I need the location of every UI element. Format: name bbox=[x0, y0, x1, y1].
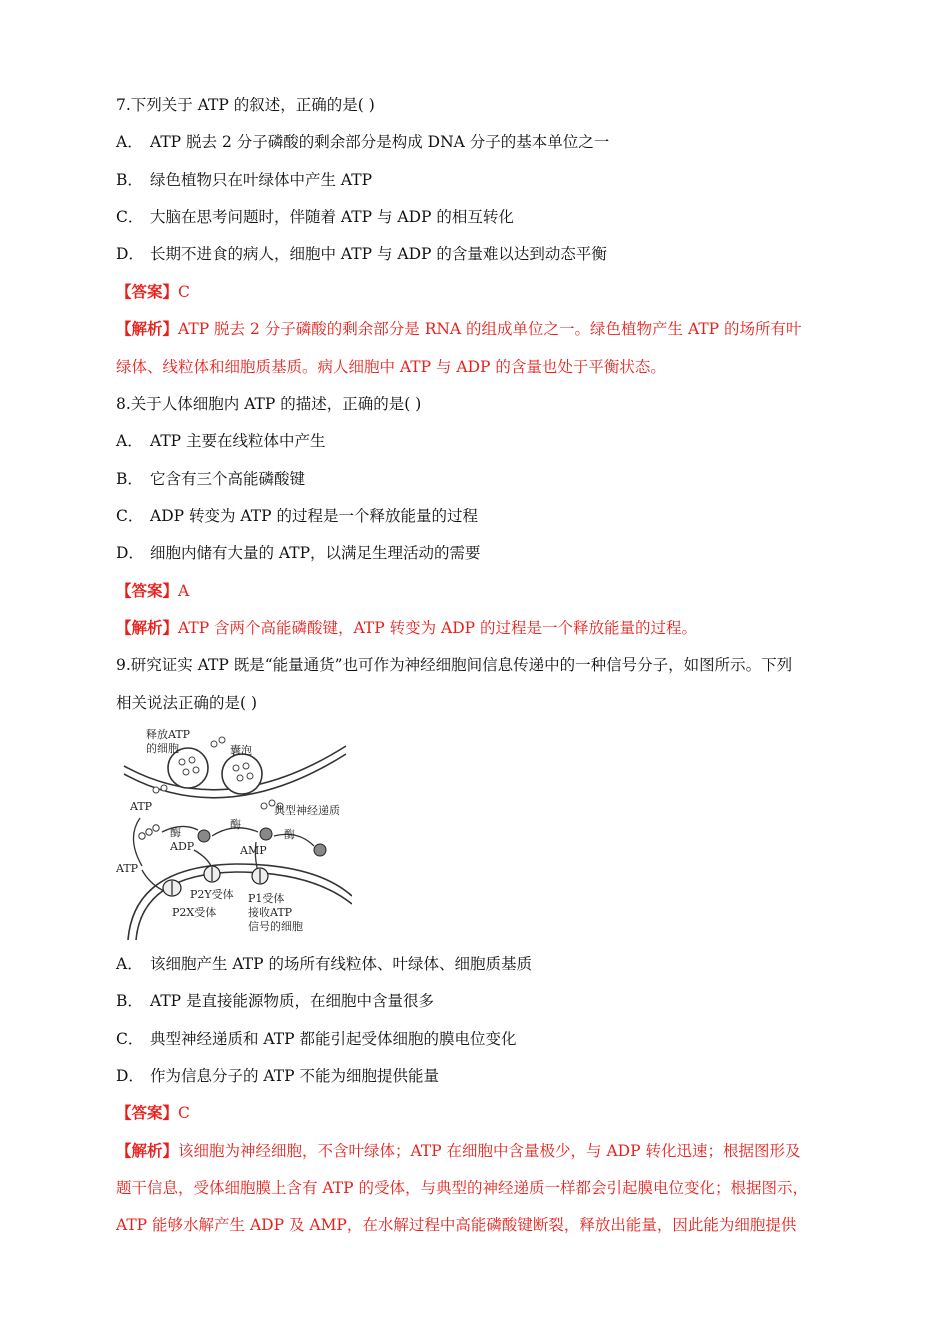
q7-option-b bbox=[116, 170, 372, 190]
label-amp: AMP bbox=[240, 844, 267, 857]
analysis-text: ATP 脱去 2 分子磷酸的剩余部分是 RNA 的组成单位之一。绿色植物产生 ATP 的场所有叶 bbox=[178, 320, 802, 338]
q9-option-d bbox=[116, 1066, 439, 1086]
q7-option-d bbox=[116, 244, 607, 264]
analysis-label: 【解析】 bbox=[116, 1141, 179, 1160]
q7-answer bbox=[116, 282, 190, 302]
analysis-label: 【解析】 bbox=[116, 618, 179, 637]
q8-stem: 8.关于人体细胞内 ATP 的描述，正确的是( ) bbox=[116, 395, 422, 413]
atp-signaling-diagram bbox=[116, 726, 352, 940]
label-atp-left: ATP bbox=[116, 862, 139, 875]
option-letter: A． bbox=[116, 133, 143, 151]
option-text: 大脑在思考问题时，伴随着 ATP 与 ADP 的相互转化 bbox=[150, 208, 514, 226]
option-letter: A． bbox=[116, 432, 143, 450]
answer-value: C bbox=[178, 1104, 190, 1122]
q9-option-b bbox=[116, 991, 434, 1011]
option-letter: D． bbox=[116, 1067, 144, 1085]
q7-analysis-line-2: 绿体、线粒体和细胞质基质。病人细胞中 ATP 与 ADP 的含量也处于平衡状态。 bbox=[116, 358, 666, 376]
option-text: 该细胞产生 ATP 的场所有线粒体、叶绿体、细胞质基质 bbox=[150, 955, 532, 973]
label-enzyme-3: 酶 bbox=[284, 828, 295, 841]
analysis-text: 该细胞为神经细胞，不含叶绿体；ATP 在细胞中含量极少，与 ADP 转化迅速；根据图形及 bbox=[178, 1142, 801, 1160]
option-text: 细胞内储有大量的 ATP，以满足生理活动的需要 bbox=[150, 544, 481, 562]
answer-label: 【答案】 bbox=[116, 1103, 179, 1122]
receiving-cell-membrane-outer bbox=[128, 864, 352, 940]
label-adp: ADP bbox=[170, 840, 195, 853]
vesicle-right bbox=[222, 754, 262, 794]
option-letter: C． bbox=[116, 1030, 144, 1048]
q7-option-c bbox=[116, 207, 514, 227]
option-letter: B． bbox=[116, 171, 143, 189]
label-p1-2: 接收ATP bbox=[248, 906, 293, 919]
label-release-cell-2: 的细胞 bbox=[146, 742, 179, 755]
option-text: ATP 是直接能源物质，在细胞中含量很多 bbox=[150, 992, 435, 1010]
q7-option-a bbox=[116, 132, 609, 152]
option-text: ADP 转变为 ATP 的过程是一个释放能量的过程 bbox=[150, 507, 478, 525]
q8-option-a bbox=[116, 431, 326, 451]
arrow-atp-down bbox=[133, 818, 142, 866]
label-p2x: P2X受体 bbox=[172, 906, 217, 919]
label-p2y: P2Y受体 bbox=[190, 888, 234, 901]
label-enzyme-2: 酶 bbox=[230, 818, 241, 831]
option-text: ATP 主要在线粒体中产生 bbox=[150, 432, 326, 450]
q8-option-d bbox=[116, 543, 481, 563]
option-text: 作为信息分子的 ATP 不能为细胞提供能量 bbox=[150, 1067, 439, 1085]
answer-value: C bbox=[178, 283, 190, 301]
adenosine-ball-1 bbox=[198, 830, 210, 842]
q9-stem-line-2: 相关说法正确的是( ) bbox=[116, 694, 258, 712]
label-p1-1: P1受体 bbox=[248, 892, 285, 905]
adenosine-ball-2 bbox=[260, 828, 272, 840]
atp-signaling-figure bbox=[116, 726, 352, 940]
option-letter: B． bbox=[116, 992, 143, 1010]
q9-option-c bbox=[116, 1029, 516, 1049]
q8-analysis-line-1 bbox=[116, 618, 697, 638]
option-letter: D． bbox=[116, 544, 144, 562]
analysis-text: ATP 含两个高能磷酸键，ATP 转变为 ADP 的过程是一个释放能量的过程。 bbox=[178, 619, 698, 637]
answer-label: 【答案】 bbox=[116, 282, 179, 301]
q9-analysis-line-2: 题干信息，受体细胞膜上含有 ATP 的受体，与典型的神经递质一样都会引起膜电位变化；根据图示， bbox=[116, 1179, 808, 1197]
answer-value: A bbox=[178, 582, 190, 600]
q7-stem: 7.下列关于 ATP 的叙述，正确的是( ) bbox=[116, 96, 375, 114]
q9-analysis-line-3: ATP 能够水解产生 ADP 及 AMP，在水解过程中高能磷酸键断裂，释放出能量，因此能为细胞提供 bbox=[116, 1216, 797, 1234]
label-typical-transmitter: 典型神经递质 bbox=[274, 804, 340, 817]
option-letter: C． bbox=[116, 208, 144, 226]
label-release-cell-1: 释放ATP bbox=[146, 728, 191, 741]
label-atp-top: ATP bbox=[130, 800, 153, 813]
option-text: 它含有三个高能磷酸键 bbox=[150, 470, 306, 488]
q7-analysis-line-1 bbox=[116, 319, 802, 339]
option-text: 绿色植物只在叶绿体中产生 ATP bbox=[150, 171, 373, 189]
label-enzyme-1: 酶 bbox=[170, 826, 181, 839]
answer-label: 【答案】 bbox=[116, 581, 179, 600]
option-text: ATP 脱去 2 分子磷酸的剩余部分是构成 DNA 分子的基本单位之一 bbox=[150, 133, 610, 151]
option-letter: B． bbox=[116, 470, 143, 488]
option-text: 长期不进食的病人，细胞中 ATP 与 ADP 的含量难以达到动态平衡 bbox=[150, 245, 607, 263]
label-vesicle: 囊泡 bbox=[230, 744, 252, 757]
q8-option-b bbox=[116, 469, 305, 489]
q8-option-c bbox=[116, 506, 478, 526]
q9-answer bbox=[116, 1103, 190, 1123]
option-letter: A． bbox=[116, 955, 143, 973]
analysis-label: 【解析】 bbox=[116, 319, 179, 338]
label-p1-3: 信号的细胞 bbox=[248, 920, 303, 933]
option-text: 典型神经递质和 ATP 都能引起受体细胞的膜电位变化 bbox=[150, 1030, 517, 1048]
q8-answer bbox=[116, 581, 189, 601]
adenosine-ball-3 bbox=[314, 844, 326, 856]
option-letter: D． bbox=[116, 245, 144, 263]
q9-option-a bbox=[116, 954, 532, 974]
q9-analysis-line-1 bbox=[116, 1141, 800, 1161]
option-letter: C． bbox=[116, 507, 144, 525]
q9-stem-line-1: 9.研究证实 ATP 既是“能量通货”也可作为神经细胞间信息传递中的一种信号分子，如图所示。下列 bbox=[116, 656, 793, 674]
